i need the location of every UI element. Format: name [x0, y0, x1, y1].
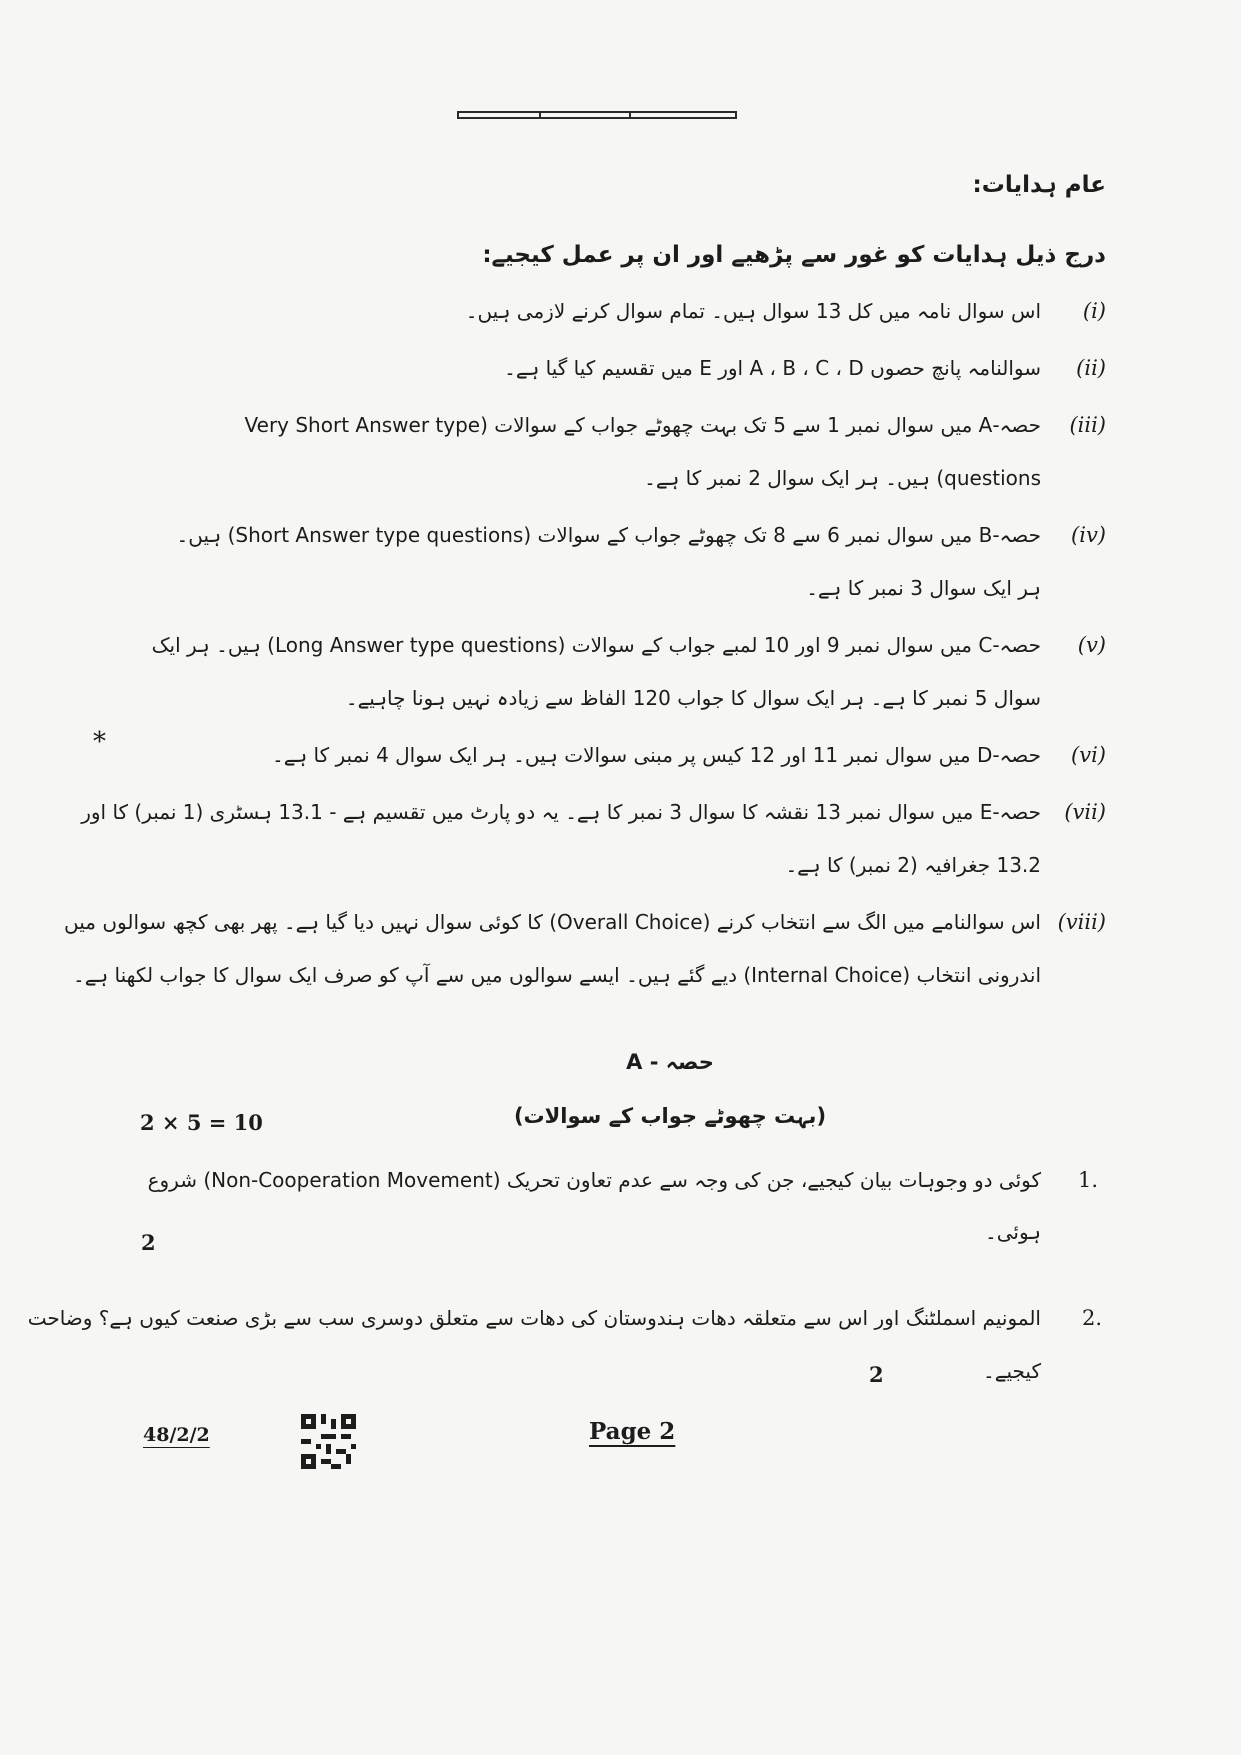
- question-text: المونیم اسملٹنگ اور اس سے متعلقہ دھات ہندوستان کی دھات سے متعلق دوسری سب سے بڑی صنعت کیوں ہے؟ وضاحت: [27, 1306, 1041, 1330]
- instruction-text: 13.2 جغرافیہ (2 نمبر) کا ہے۔: [785, 853, 1041, 877]
- question-number: 1.: [1078, 1168, 1099, 1192]
- instruction-number: (vi): [1071, 743, 1106, 767]
- instruction-number: (iii): [1069, 413, 1106, 437]
- instruction-number: (vii): [1064, 800, 1106, 824]
- instruction-text: اس سوالنامے میں الگ سے انتخاب کرنے (Overall Choice) کا کوئی سوال نہیں دیا گیا ہے۔ پھر بھی کچھ سوالوں میں: [64, 910, 1041, 934]
- instruction-text: حصہ-A میں سوال نمبر 1 سے 5 تک بہت چھوٹے جواب کے سوالات (Very Short Answer type: [244, 413, 1041, 437]
- question-marks: 2: [869, 1362, 884, 1387]
- instruction-number: (iv): [1071, 523, 1106, 547]
- instruction-text: اس سوال نامہ میں کل 13 سوال ہیں۔ تمام سوال کرنے لازمی ہیں۔: [465, 299, 1041, 323]
- margin-asterisk: *: [93, 727, 106, 757]
- instruction-text: حصہ-E میں سوال نمبر 13 نقشہ کا سوال 3 نمبر کا ہے۔ یہ دو پارٹ میں تقسیم ہے - 13.1 ہسٹری (1 نمبر) کا اور: [81, 800, 1041, 824]
- instruction-number: (v): [1077, 633, 1106, 657]
- instruction-text: سوال 5 نمبر کا ہے۔ ہر ایک سوال کا جواب 120 الفاظ سے زیادہ نہیں ہونا چاہیے۔: [345, 686, 1041, 710]
- instruction-text: حصہ-D میں سوال نمبر 11 اور 12 کیس پر مبنی سوالات ہیں۔ ہر ایک سوال 4 نمبر کا ہے۔: [272, 743, 1041, 767]
- paper-code: 48/2/2: [143, 1424, 210, 1446]
- question-marks: 2: [141, 1230, 156, 1255]
- question-text: کوئی دو وجوہات بیان کیجیے، جن کی وجہ سے عدم تعاون تحریک (Non-Cooperation Movement) شروع: [147, 1168, 1041, 1192]
- instruction-text: حصہ-B میں سوال نمبر 6 سے 8 تک چھوٹے جواب کے سوالات (Short Answer type questions) ہیں۔: [176, 523, 1041, 547]
- instruction-text: ہر ایک سوال 3 نمبر کا ہے۔: [806, 576, 1041, 600]
- question-number: 2.: [1082, 1306, 1103, 1330]
- question-text: کیجیے۔: [983, 1359, 1041, 1383]
- top-border-bar: [457, 111, 737, 119]
- instruction-text: سوالنامہ پانچ حصوں A ، B ، C ، D اور E میں تقسیم کیا گیا ہے۔: [504, 356, 1041, 380]
- instruction-text: questions) ہیں۔ ہر ایک سوال 2 نمبر کا ہے۔: [644, 466, 1041, 490]
- section-subtitle: (بہت چھوٹے جواب کے سوالات): [513, 1104, 827, 1128]
- instruction-number: (ii): [1076, 356, 1106, 380]
- page-number: Page 2: [589, 1418, 676, 1445]
- section-title: حصہ - A: [626, 1050, 714, 1074]
- instructions-subtitle: درج ذیل ہدایات کو غور سے پڑھیے اور ان پر عمل کیجیے:: [482, 242, 1106, 268]
- qr-code-icon: [301, 1414, 356, 1469]
- instruction-number: (viii): [1057, 910, 1106, 934]
- instruction-number: (i): [1082, 299, 1106, 323]
- instruction-text: اندرونی انتخاب (Internal Choice) دیے گئے ہیں۔ ایسے سوالوں میں سے آپ کو صرف ایک سوال کا جواب لکھنا ہے۔: [73, 963, 1041, 987]
- question-text: ہوئی۔: [984, 1220, 1041, 1244]
- instruction-text: حصہ-C میں سوال نمبر 9 اور 10 لمبے جواب کے سوالات (Long Answer type questions) ہیں۔ ہر ایک: [151, 633, 1041, 657]
- general-instructions-title: عام ہدایات:: [972, 172, 1106, 198]
- section-marks: 2 × 5 = 10: [140, 1110, 263, 1135]
